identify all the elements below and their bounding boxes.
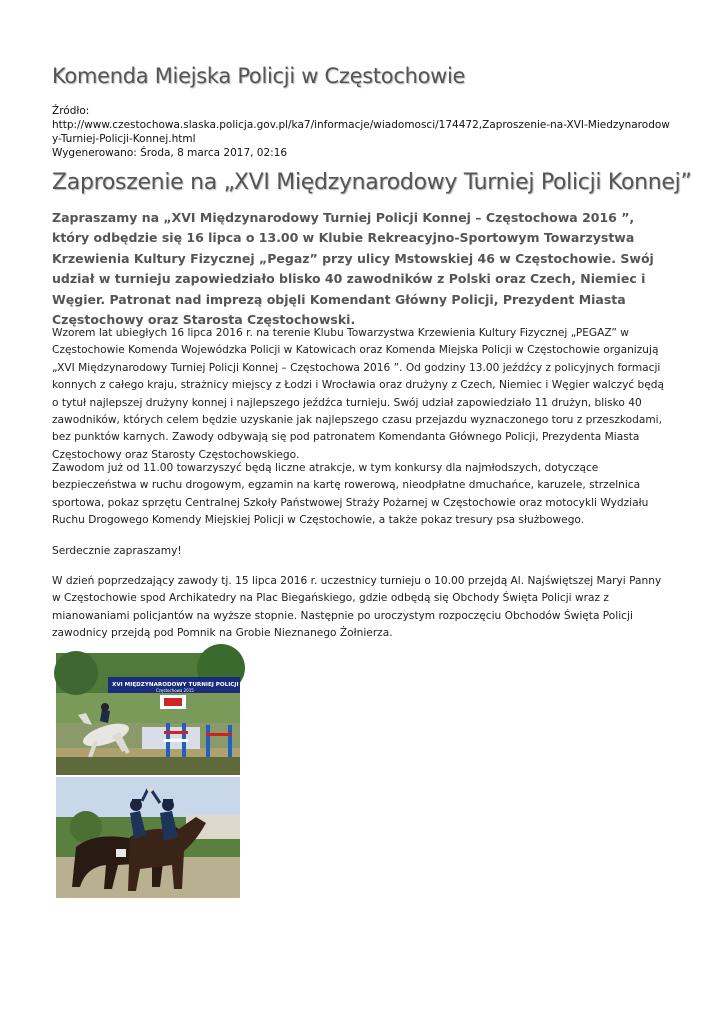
article-paragraph: Serdecznie zapraszamy!	[52, 545, 182, 557]
banner-subtext: Częstochowa 2015	[156, 688, 194, 693]
tournament-photo-riders	[56, 777, 240, 898]
source-label: Źródło:	[52, 105, 90, 117]
article-lead: Zapraszamy na „XVI Międzynarodowy Turniej Policji Konnej – Częstochowa 2016 ”, który odbędzie się 16 lipca o 13.00 w Klubie Rekreacyjno-Sportowym Towarzystwa Krzewienia Kultury Fizycznej „Pegaz” przy ulicy Mstowskiej 46 w Częstochowie. Swój udział w turnieju zapowiedziało blisko 40 zawodników z Polski oraz Czech, Niemiec i Węgier. Patronat nad imprezą objęli Komendant Główny Policji, Prezydent Miasta Częstochowy oraz Starosta Częstochowski.	[52, 210, 654, 328]
tournament-photo-jump	[56, 653, 265, 775]
article-title: Zaproszenie na „XVI Międzynarodowy Turniej Policji Konnej”	[52, 170, 692, 195]
generated-date: Wygenerowano: Środa, 8 marca 2017, 02:16	[52, 147, 288, 159]
article-paragraph: Wzorem lat ubiegłych 16 lipca 2016 r. na terenie Klubu Towarzystwa Krzewienia Kultury Fizycznej „PEGAZ” w Częstochowie Komenda Wojewódzka Policji w Katowicach oraz Komenda Miejska Policji w Częstochowie organizują „XVI Międzynarodowy Turniej Policji Konnej – Częstochowa 2016 ”. Od godziny 13.00 jeźdźcy z policyjnych formacji konnych z całego kraju, strażnicy miejscy z Łodzi i Wrocławia oraz drużyny z Czech, Niemiec i Węgier walczyć będą o tytuł najlepszej drużyny konnej i najlepszego jeźdźca turnieju. Swój udział zapowiedziało 11 drużyn, blisko 40 zawodników, których celem będzie uzyskanie jak najlepszego czasu przejazdu wyznaczonego toru z przeszkodami, bez punktów karnych. Zawody odbywają się pod patronatem Komendanta Głównego Policji, Prezydenta Miasta Częstochowy oraz Starosty Częstochowskiego.	[52, 327, 665, 461]
site-title: Komenda Miejska Policji w Częstochowie	[52, 64, 466, 88]
document-meta	[52, 104, 674, 160]
police-riders-image	[56, 777, 240, 898]
horse-jump-image	[56, 653, 265, 775]
source-url[interactable]: http://www.czestochowa.slaska.policja.gov.pl/ka7/informacje/wiadomosci/174472,Zaproszenie-na-XVI-Miedzynarodowy-Turniej-Policji-Konnej.html	[52, 119, 670, 145]
banner-text: XVI MIĘDZYNARODOWY TURNIEJ POLICJI KONNEJ	[112, 682, 265, 688]
article-paragraph: Zawodom już od 11.00 towarzyszyć będą liczne atrakcje, w tym konkursy dla najmłodszych, dotyczące bezpieczeństwa w ruchu drogowym, egzamin na kartę rowerową, nieodpłatne dmuchańce, karuzele, strzelnica sportowa, pokaz sprzętu Centralnej Szkoły Państwowej Straży Pożarnej w Częstochowie oraz motocykli Wydziału Ruchu Drogowego Komendy Miejskiej Policji w Częstochowie, a także pokaz tresury psa służbowego.	[52, 462, 649, 527]
article-paragraph: W dzień poprzedzający zawody tj. 15 lipca 2016 r. uczestnicy turnieju o 10.00 przejdą Al. Najświętszej Maryi Panny w Częstochowie spod Archikatedry na Plac Biegańskiego, gdzie odbędą się Obchody Święta Policji wraz z mianowaniami policjantów na wyższe stopnie. Następnie po uroczystym rozpoczęciu Obchodów Święta Policji zawodnicy przejdą pod Pomnik na Grobie Nieznanego Żołnierza.	[52, 575, 662, 640]
